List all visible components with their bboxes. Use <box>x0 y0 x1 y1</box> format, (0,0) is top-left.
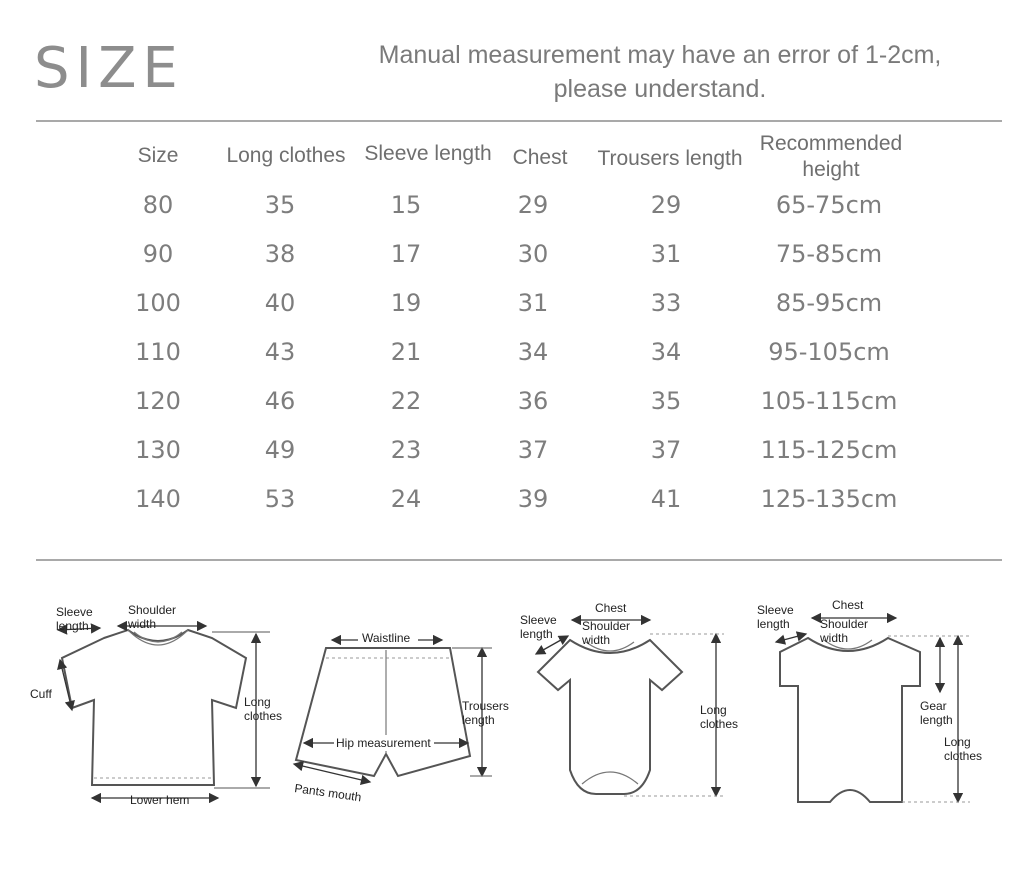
romper-sleeve-length-label: Sleeve length <box>757 603 794 631</box>
cell-size: 90 <box>142 240 174 268</box>
cell-chest: 34 <box>517 338 549 366</box>
cell-trousers-length: 41 <box>650 485 682 513</box>
cell-long-clothes: 43 <box>264 338 296 366</box>
cell-chest: 36 <box>517 387 549 415</box>
romper-long-clothes-label: Long clothes <box>944 735 983 763</box>
shorts-waistline-label: Waistline <box>362 631 411 645</box>
note-line-2: please understand. <box>553 75 767 103</box>
cell-size: 110 <box>135 338 181 366</box>
bodysuit-diagram <box>520 601 738 796</box>
cell-size: 100 <box>135 289 181 317</box>
column-header-chest: Chest <box>512 146 568 169</box>
diagrams-svg <box>0 580 1024 840</box>
cell-size: 80 <box>142 191 174 219</box>
cell-trousers-length: 37 <box>650 436 682 464</box>
cell-trousers-length: 31 <box>650 240 682 268</box>
cell-chest: 29 <box>517 191 549 219</box>
cell-recommended-height: 85-95cm <box>775 289 883 317</box>
cell-chest: 37 <box>517 436 549 464</box>
shorts-pants-mouth-label: Pants mouth <box>293 781 363 805</box>
cell-size: 130 <box>135 436 181 464</box>
tshirt-sleeve-length-label: Sleeve length <box>56 605 93 633</box>
column-header-sleeve-length: Sleeve length <box>364 142 492 165</box>
bodysuit-chest-label: Chest <box>595 601 627 615</box>
cell-trousers-length: 33 <box>650 289 682 317</box>
cell-chest: 31 <box>517 289 549 317</box>
cell-sleeve-length: 21 <box>390 338 422 366</box>
tshirt-diagram <box>30 603 282 807</box>
cell-long-clothes: 38 <box>264 240 296 268</box>
cell-recommended-height: 125-135cm <box>760 485 898 513</box>
cell-size: 140 <box>135 485 181 513</box>
tshirt-cuff-label: Cuff <box>30 687 52 701</box>
bodysuit-shoulder-width-label: Shoulder width <box>582 619 631 647</box>
cell-trousers-length: 35 <box>650 387 682 415</box>
note-line-1: Manual measurement may have an error of 1-2cm, <box>378 41 942 69</box>
cell-sleeve-length: 17 <box>390 240 422 268</box>
cell-long-clothes: 53 <box>264 485 296 513</box>
cell-recommended-height: 105-115cm <box>760 387 898 415</box>
shorts-hip-measurement-label: Hip measurement <box>336 736 431 750</box>
cell-trousers-length: 29 <box>650 191 682 219</box>
cell-sleeve-length: 15 <box>390 191 422 219</box>
measurement-note <box>340 38 980 106</box>
cell-sleeve-length: 19 <box>390 289 422 317</box>
cell-long-clothes: 35 <box>264 191 296 219</box>
cell-long-clothes: 46 <box>264 387 296 415</box>
shorts-diagram <box>294 630 509 804</box>
tshirt-lower-hem-label: Lower hem <box>130 793 190 807</box>
bodysuit-sleeve-length-label: Sleeve length <box>520 613 557 641</box>
romper-diagram <box>757 598 982 802</box>
bodysuit-long-clothes-label: Long clothes <box>700 703 739 731</box>
top-divider <box>36 120 1002 122</box>
cell-long-clothes: 40 <box>264 289 296 317</box>
cell-sleeve-length: 22 <box>390 387 422 415</box>
column-header-trousers-length: Trousers length <box>597 147 743 170</box>
middle-divider <box>36 559 1002 561</box>
cell-recommended-height: 65-75cm <box>775 191 883 219</box>
column-header-recommended-height: Recommended height <box>759 132 903 181</box>
cell-sleeve-length: 24 <box>390 485 422 513</box>
column-header-size: Size <box>137 144 179 167</box>
cell-trousers-length: 34 <box>650 338 682 366</box>
column-header-long-clothes: Long clothes <box>226 144 346 167</box>
cell-recommended-height: 115-125cm <box>760 436 898 464</box>
cell-sleeve-length: 23 <box>390 436 422 464</box>
cell-size: 120 <box>135 387 181 415</box>
cell-chest: 39 <box>517 485 549 513</box>
cell-chest: 30 <box>517 240 549 268</box>
tshirt-shoulder-width-label: Shoulder width <box>128 603 177 631</box>
page-title: SIZE <box>34 36 184 101</box>
measurement-diagrams <box>0 580 1024 840</box>
tshirt-long-clothes-label: Long clothes <box>244 695 283 723</box>
romper-shoulder-width-label: Shoulder width <box>820 617 869 645</box>
romper-chest-label: Chest <box>832 598 864 612</box>
romper-gear-length-label: Gear length <box>920 699 953 727</box>
shorts-trousers-length-label: Trousers length <box>462 699 509 727</box>
cell-recommended-height: 75-85cm <box>775 240 883 268</box>
cell-recommended-height: 95-105cm <box>768 338 890 366</box>
cell-long-clothes: 49 <box>264 436 296 464</box>
